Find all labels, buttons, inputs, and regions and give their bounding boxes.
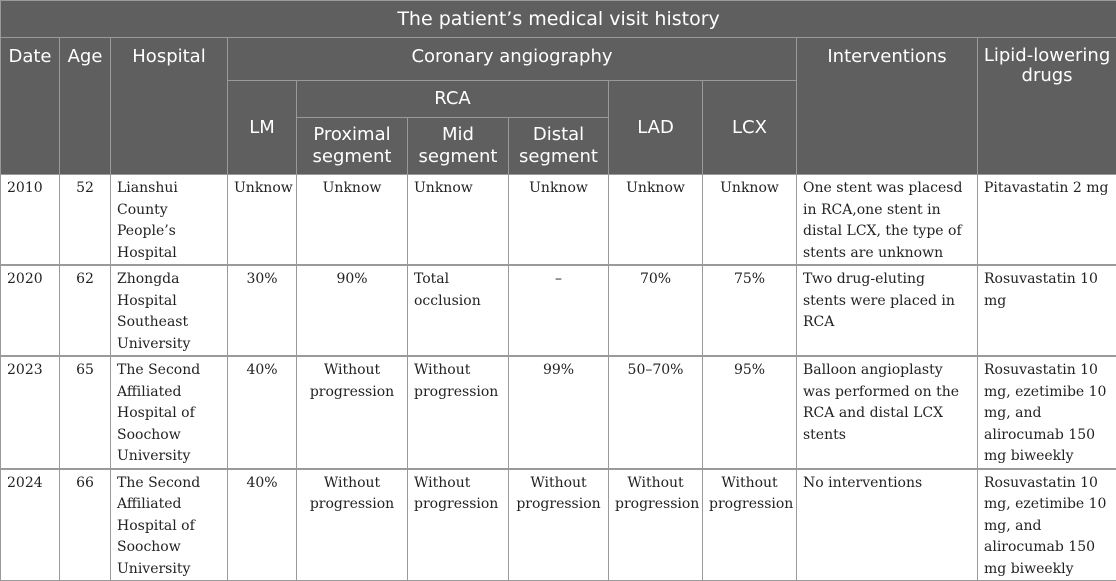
cell-distal: – [509, 265, 609, 356]
cell-lcx: 95% [703, 356, 797, 469]
header-proximal-segment: Proximal segment [297, 118, 408, 175]
table-header [1, 1, 1116, 175]
cell-lcx: 75% [703, 265, 797, 356]
header-mid-segment: Mid segment [408, 118, 509, 175]
cell-interventions: No interventions [797, 469, 978, 581]
cell-age: 65 [60, 356, 111, 469]
header-age: Age [60, 38, 111, 175]
cell-distal: Unknow [509, 175, 609, 266]
cell-interventions: One stent was placesd in RCA,one stent in distal LCX, the type of stents are unknown [797, 175, 978, 266]
cell-lad: 70% [609, 265, 703, 356]
cell-lm: 30% [228, 265, 297, 356]
cell-lad: Unknow [609, 175, 703, 266]
header-distal-segment: Distal segment [509, 118, 609, 175]
cell-hospital: The Second Affiliated Hospital of Soochow University [111, 356, 228, 469]
cell-drugs: Rosuvastatin 10 mg [978, 265, 1116, 356]
cell-lad: 50–70% [609, 356, 703, 469]
cell-lm: 40% [228, 469, 297, 581]
cell-mid: Unknow [408, 175, 509, 266]
cell-drugs: Rosuvastatin 10 mg, ezetimibe 10 mg, and alirocumab 150 mg biweekly [978, 469, 1116, 581]
cell-drugs: Rosuvastatin 10 mg, ezetimibe 10 mg, and alirocumab 150 mg biweekly [978, 356, 1116, 469]
cell-lad: Without progression [609, 469, 703, 581]
cell-mid: Total occlusion [408, 265, 509, 356]
cell-lcx: Unknow [703, 175, 797, 266]
cell-age: 66 [60, 469, 111, 581]
title-row [1, 1, 1116, 38]
header-lipid-lowering-drugs: Lipid-lowering drugs [978, 38, 1116, 175]
table-body [1, 175, 1116, 581]
cell-interventions: Two drug-eluting stents were placed in RCA [797, 265, 978, 356]
cell-age: 62 [60, 265, 111, 356]
cell-proximal: Without progression [297, 469, 408, 581]
cell-date: 2010 [1, 175, 60, 266]
cell-interventions: Balloon angioplasty was performed on the RCA and distal LCX stents [797, 356, 978, 469]
header-rca: RCA [297, 81, 609, 118]
cell-distal: 99% [509, 356, 609, 469]
cell-date: 2024 [1, 469, 60, 581]
cell-lm: Unknow [228, 175, 297, 266]
header-lm: LM [228, 81, 297, 175]
table-title: The patient’s medical visit history [1, 1, 1116, 38]
cell-mid: Without progression [408, 469, 509, 581]
cell-age: 52 [60, 175, 111, 266]
header-hospital: Hospital [111, 38, 228, 175]
cell-proximal: Without progression [297, 356, 408, 469]
cell-hospital: Lianshui County People’s Hospital [111, 175, 228, 266]
cell-proximal: Unknow [297, 175, 408, 266]
cell-proximal: 90% [297, 265, 408, 356]
table-row [1, 469, 1116, 581]
table-row [1, 356, 1116, 469]
cell-hospital: Zhongda Hospital Southeast University [111, 265, 228, 356]
cell-distal: Without progression [509, 469, 609, 581]
cell-mid: Without progression [408, 356, 509, 469]
header-interventions: Interventions [797, 38, 978, 175]
cell-date: 2020 [1, 265, 60, 356]
table-row [1, 265, 1116, 356]
cell-date: 2023 [1, 356, 60, 469]
cell-lcx: Without progression [703, 469, 797, 581]
cell-lm: 40% [228, 356, 297, 469]
cell-hospital: The Second Affiliated Hospital of Soochow University [111, 469, 228, 581]
header-date: Date [1, 38, 60, 175]
table-row [1, 175, 1116, 266]
header-lcx: LCX [703, 81, 797, 175]
header-lad: LAD [609, 81, 703, 175]
header-row-1 [1, 38, 1116, 81]
cell-drugs: Pitavastatin 2 mg [978, 175, 1116, 266]
header-coronary-angiography: Coronary angiography [228, 38, 797, 81]
